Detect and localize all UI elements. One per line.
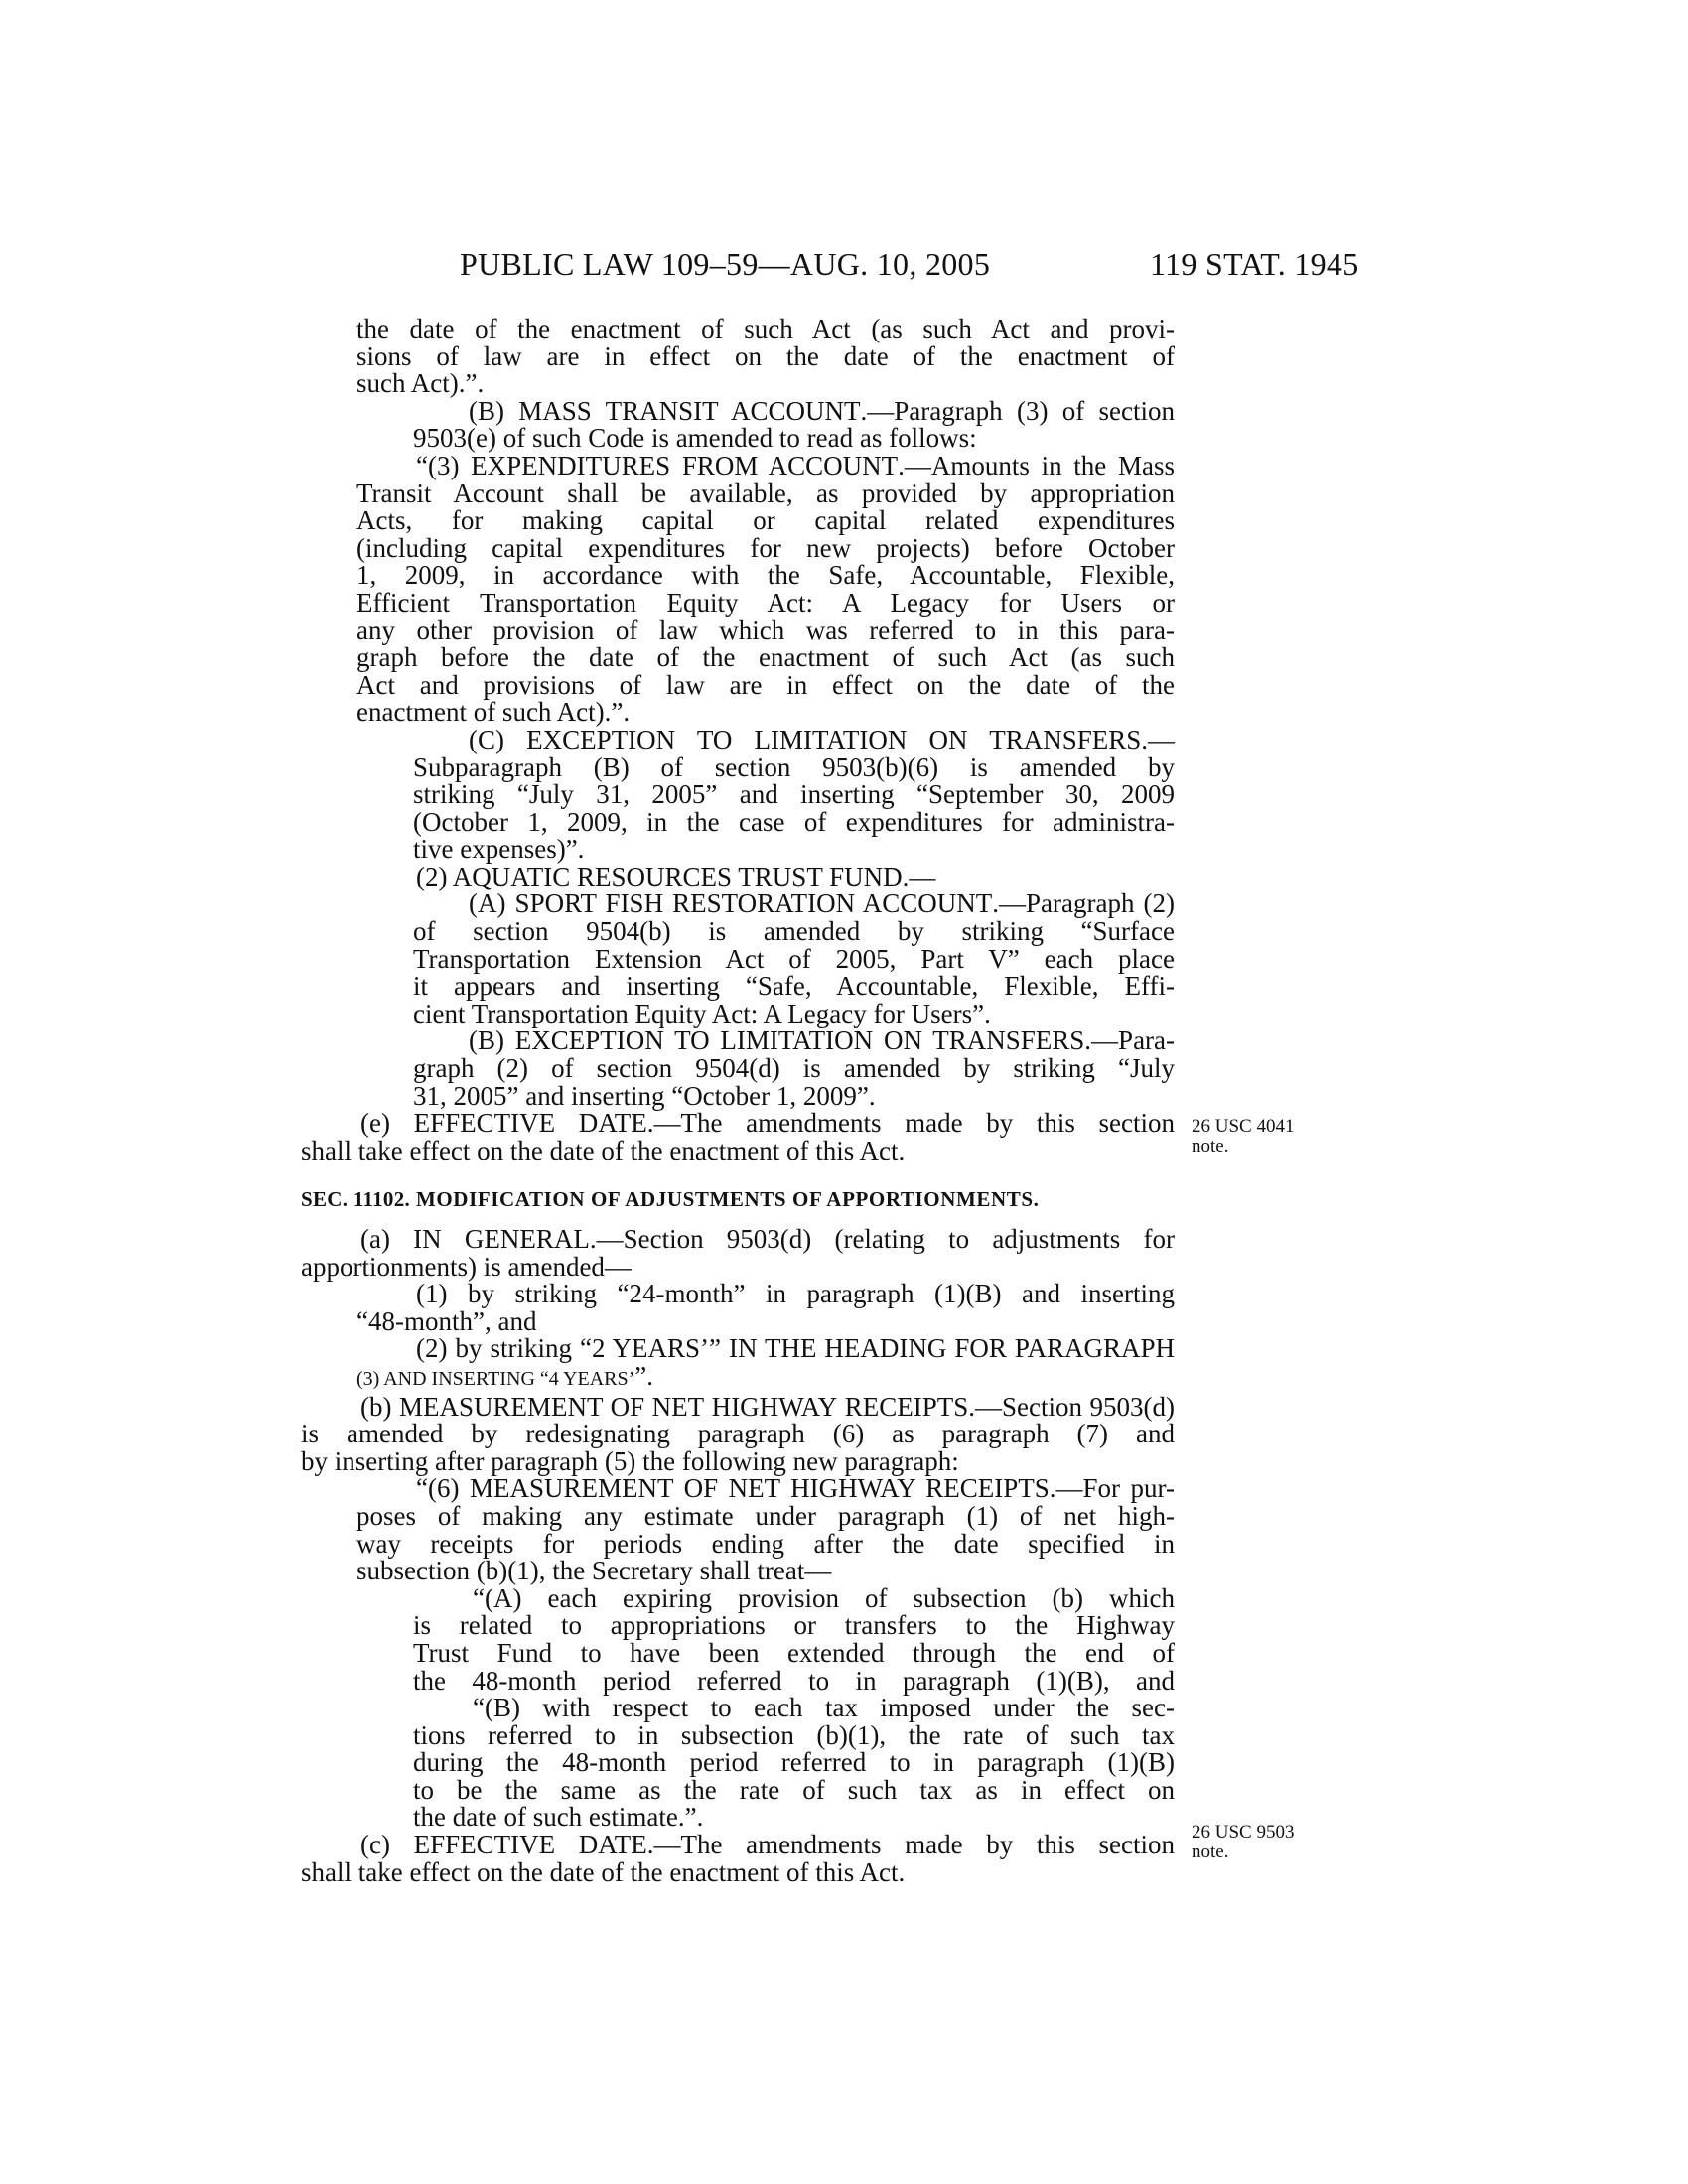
- text-line: “(B) with respect to each tax imposed under the sec-: [473, 1693, 1175, 1723]
- text-line: “48-month”, and: [356, 1305, 537, 1336]
- text-line: sions of law are in effect on the date of the enactment of: [356, 341, 1175, 371]
- text-line: (including capital expenditures for new projects) before October: [356, 532, 1175, 563]
- text-run: .—For pur-: [1049, 1473, 1175, 1504]
- text-run: .—Paragraph (2): [992, 888, 1176, 919]
- statute-body: [301, 316, 1175, 1886]
- text-run: (2) by striking “: [416, 1333, 592, 1364]
- text-line: of section 9504(b) is amended by striking “Surface: [413, 916, 1175, 947]
- small-caps-heading: XCEPTION TO LIMITATION ON TRANSFERS: [542, 724, 1142, 754]
- margin-note-line: 26 USC 9503: [1192, 1822, 1295, 1843]
- subparagraph-b-exception-heading: [356, 1027, 1175, 1055]
- text-run: ”.: [634, 1360, 653, 1391]
- small-caps-heading: QUATIC RESOURCES TRUST FUND: [472, 861, 903, 891]
- section-heading: [301, 1186, 1175, 1214]
- text-line: poses of making any estimate under paragraph (1) of net high-: [356, 1500, 1175, 1531]
- text-line: the 48-month period referred to in paragraph (1)(B), and: [413, 1665, 1175, 1696]
- small-caps-heading: IGHWAY: [731, 1391, 838, 1422]
- text-run: .—The amendments made by this section: [646, 1108, 1175, 1139]
- text-line: shall take effect on the date of the enactment of this Act.: [301, 1135, 906, 1165]
- text-run: D: [555, 1108, 599, 1139]
- text-line: during the 48-month period referred to in paragraph (1)(B): [413, 1747, 1175, 1778]
- text-run: (b) M: [360, 1391, 424, 1422]
- paragraph-2-aquatic-heading: [356, 861, 1175, 891]
- text-line: Acts, for making capital or capital related expenditures: [356, 505, 1175, 536]
- margin-note-26-usc-9503: [1192, 1823, 1294, 1862]
- text-line: graph (2) of section 9504(d) is amended by striking “July: [413, 1053, 1175, 1084]
- small-caps-heading: XCEPTION TO LIMITATION ON TRANSFERS: [531, 1025, 1085, 1056]
- text-run: (B) M: [469, 395, 543, 426]
- text-run: N: [644, 1391, 672, 1422]
- text-run: “(3) E: [416, 450, 488, 480]
- text-line: apportionments) is amended—: [301, 1251, 632, 1282]
- text-line: graph before the date of the enactment of such Act (as such: [356, 642, 1175, 673]
- subsection-b-measurement: [301, 1391, 1176, 1422]
- text-line: striking “July 31, 2005” and inserting “September 30, 2009: [413, 779, 1175, 810]
- text-run: (2) A: [416, 861, 473, 891]
- text-run: .—The amendments made by this section: [646, 1830, 1175, 1860]
- text-line: to be the same as the rate of such tax as in effect on: [413, 1774, 1175, 1805]
- text-line: the date of the enactment of such Act (as such Act and provi-: [356, 314, 1175, 343]
- text-run: D: [555, 1830, 599, 1860]
- section-number: SEC. 11102.: [301, 1187, 411, 1212]
- text-line: by inserting after paragraph (5) the following new paragraph:: [301, 1445, 959, 1476]
- text-run: .—Para-: [1084, 1025, 1176, 1056]
- small-caps-heading: EASUREMENT OF NET HIGHWAY RECEIPTS: [493, 1473, 1050, 1504]
- text-run: .—Paragraph (3) of section: [860, 395, 1176, 426]
- text-line: the date of such estimate.”.: [413, 1802, 704, 1833]
- section-title: MODIFICATION OF ADJUSTMENTS OF APPORTIONMENTS.: [415, 1187, 1040, 1212]
- text-line: Transit Account shall be available, as provided by appropriation: [356, 478, 1175, 508]
- small-caps-heading: ATE: [598, 1108, 647, 1139]
- text-line: “(A) each expiring provision of subsection (b) which: [473, 1582, 1175, 1613]
- small-caps-heading: ASS TRANSIT ACCOUNT: [542, 395, 861, 426]
- text-run: (A) S: [469, 888, 530, 919]
- text-line: tive expenses)”.: [413, 834, 585, 865]
- text-run: .—: [902, 861, 936, 891]
- text-run: (a) I: [360, 1224, 423, 1254]
- small-caps-heading: PORT FISH RESTORATION ACCOUNT: [529, 888, 993, 919]
- text-line: any other provision of law which was referred to in this para-: [356, 614, 1175, 645]
- paragraph-3-expenditures-heading: [356, 450, 1175, 480]
- text-line: is related to appropriations or transfers to the Highway: [413, 1610, 1175, 1641]
- text-run: .—Section 9503(d): [968, 1391, 1176, 1422]
- small-caps-heading: (3) AND INSERTING “4 YEARS’: [356, 1367, 635, 1390]
- small-caps-heading: 2 YEARS’” IN THE HEADING FOR PARAGRAPH: [591, 1333, 1175, 1364]
- text-line: such Act).”.: [356, 368, 485, 399]
- text-line: Transportation Extension Act of 2005, Part V” each place: [413, 943, 1175, 974]
- text-run: (B) E: [469, 1025, 532, 1056]
- text-run: R: [837, 1391, 863, 1422]
- text-run: .—Amounts in the Mass: [898, 450, 1175, 480]
- margin-note-26-usc-4041: [1192, 1117, 1294, 1157]
- text-line: Act and provisions of law are in effect on the date of the: [356, 669, 1175, 700]
- text-run: .—Section 9503(d) (relating to adjustments for: [589, 1224, 1175, 1254]
- text-line: Subparagraph (B) of section 9503(b)(6) is amended by: [413, 751, 1175, 782]
- text-line: (1) by striking “24-month” in paragraph (1)(B) and inserting: [416, 1279, 1175, 1309]
- small-caps-heading: XPENDITURES FROM ACCOUNT: [487, 450, 899, 480]
- text-run: G: [441, 1224, 485, 1254]
- small-caps-heading: ECEIPTS: [862, 1391, 969, 1422]
- text-run: (e) E: [360, 1108, 431, 1139]
- paragraph-6-measurement-heading: [356, 1475, 1175, 1503]
- text-line: enactment of such Act).”.: [356, 697, 631, 728]
- margin-note-line: note.: [1192, 1136, 1229, 1157]
- paragraph-2-heading-amendment-cont: [356, 1360, 1175, 1394]
- paragraph-2-heading-amendment: [356, 1335, 1175, 1363]
- small-caps-heading: ATE: [598, 1830, 647, 1860]
- text-line: (October 1, 2009, in the case of expenditures for administra-: [413, 806, 1175, 837]
- text-run: (C) E: [469, 724, 543, 754]
- text-run: (c) E: [360, 1830, 431, 1860]
- text-line: tions referred to in subsection (b)(1), the rate of such tax: [413, 1719, 1175, 1750]
- small-caps-heading: FFECTIVE: [430, 1108, 556, 1139]
- text-line: 9503(e) of such Code is amended to read as follows:: [413, 423, 977, 454]
- running-header-title: PUBLIC LAW 109–59—AUG. 10, 2005: [460, 246, 991, 282]
- text-line: 1, 2009, in accordance with the Safe, Accountable, Flexible,: [356, 560, 1175, 591]
- text-run: H: [704, 1391, 732, 1422]
- text-line: it appears and inserting “Safe, Accountable, Flexible, Effi-: [413, 971, 1175, 1002]
- subparagraph-b-mass-transit-heading: [356, 395, 1176, 426]
- subparagraph-c-exception-heading: [356, 724, 1176, 754]
- small-caps-heading: EASUREMENT OF: [423, 1391, 645, 1422]
- text-line: subsection (b)(1), the Secretary shall treat—: [356, 1556, 832, 1586]
- subsection-c-effective-date: [301, 1832, 1175, 1859]
- text-line: 31, 2005” and inserting “October 1, 2009”.: [413, 1080, 876, 1111]
- text-line: Efficient Transportation Equity Act: A Legacy for Users or: [356, 587, 1175, 617]
- text-line: shall take effect on the date of the enactment of this Act.: [301, 1856, 906, 1887]
- small-caps-heading: N: [422, 1224, 442, 1254]
- small-caps-heading: ET: [671, 1391, 705, 1422]
- text-line: cient Transportation Equity Act: A Legacy for Users”.: [413, 998, 991, 1028]
- text-line: is amended by redesignating paragraph (6) as paragraph (7) and: [301, 1419, 1175, 1449]
- page-stat-number: 119 STAT. 1945: [1150, 246, 1359, 282]
- text-line: Trust Fund to have been extended through the end of: [413, 1637, 1175, 1668]
- margin-note-line: note.: [1192, 1842, 1229, 1862]
- text-run: “(6) M: [416, 1473, 494, 1504]
- subsection-e-effective-date: [301, 1110, 1175, 1138]
- subparagraph-a-sport-fish-heading: [356, 890, 1175, 918]
- text-run: .—: [1141, 724, 1176, 754]
- subsection-a-in-general: [301, 1226, 1175, 1254]
- small-caps-heading: FFECTIVE: [430, 1830, 556, 1860]
- text-line: way receipts for periods ending after the date specified in: [356, 1528, 1175, 1559]
- small-caps-heading: ENERAL: [484, 1224, 590, 1254]
- margin-note-line: 26 USC 4041: [1192, 1116, 1295, 1137]
